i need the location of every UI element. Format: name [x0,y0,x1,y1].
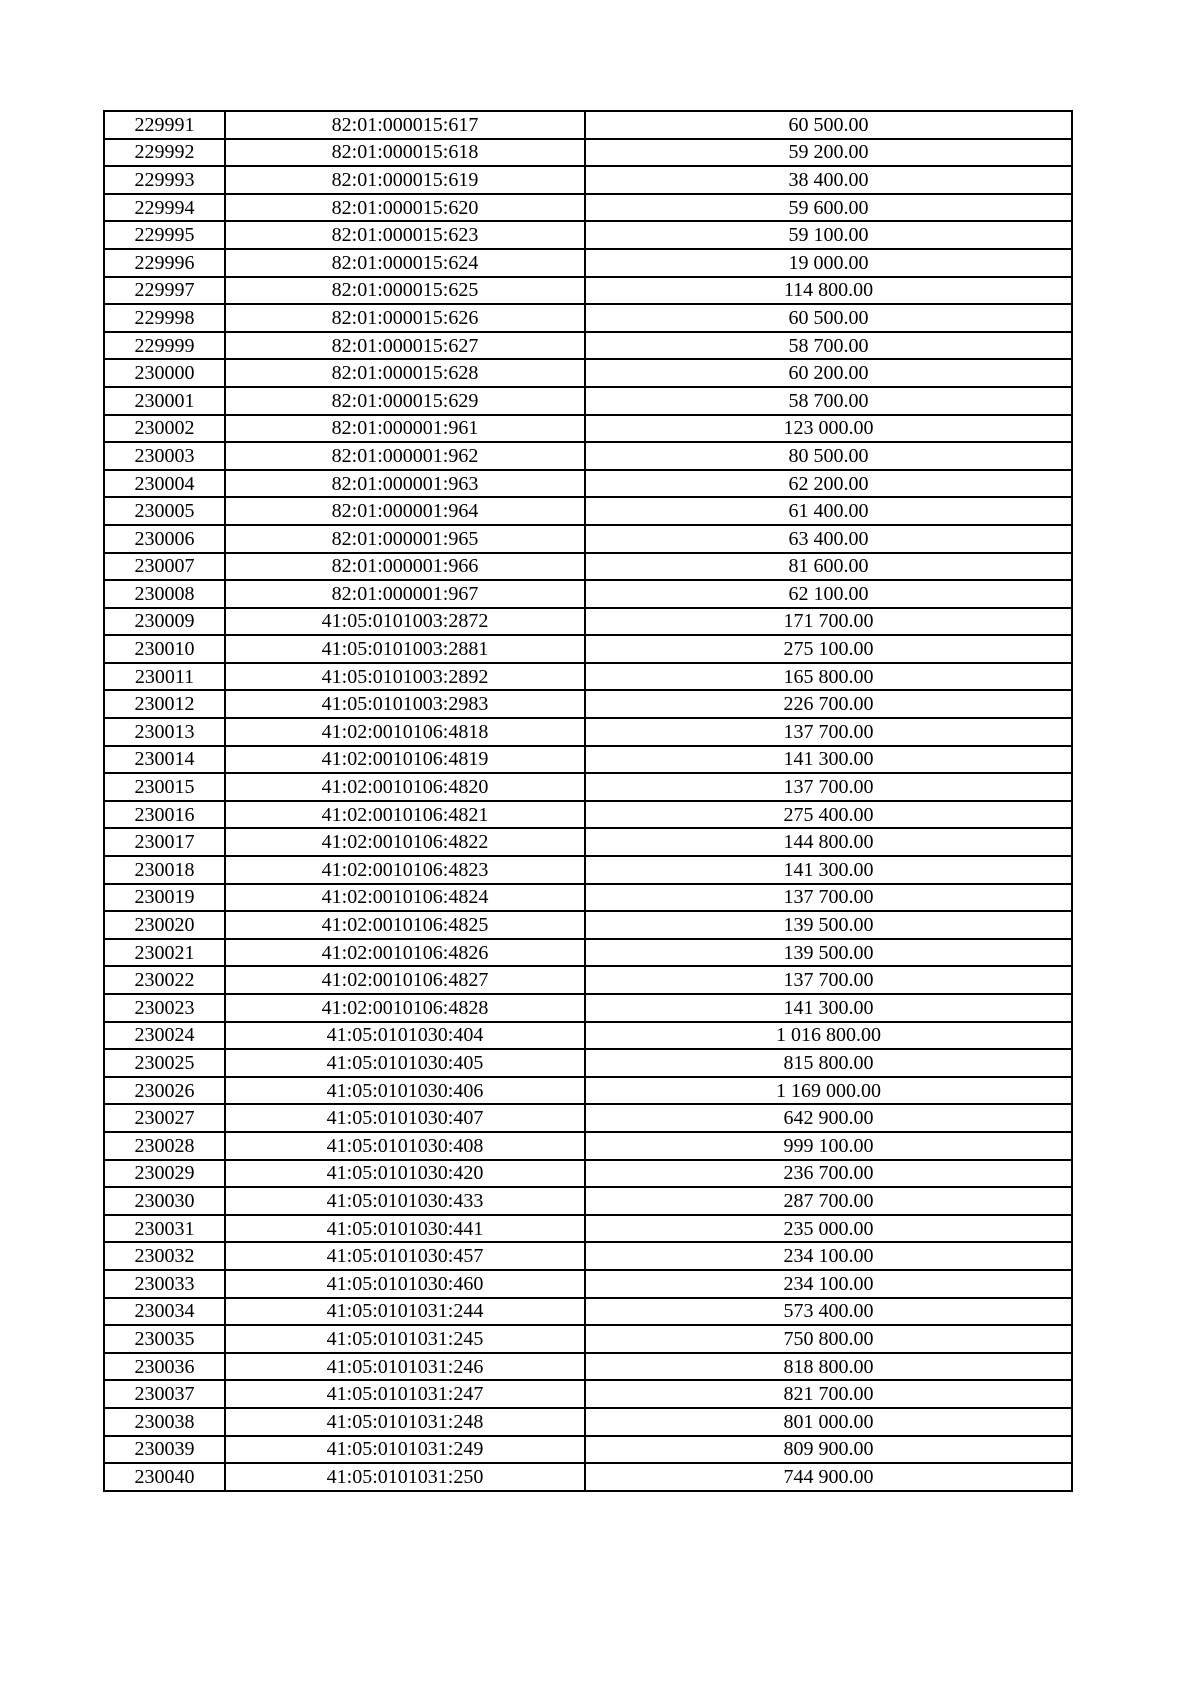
cadastral-number-cell: 41:05:0101003:2872 [225,608,585,636]
value-cell: 114 800.00 [585,277,1072,305]
value-cell: 165 800.00 [585,663,1072,691]
table-row [104,828,1072,856]
table-row [104,663,1072,691]
row-number-cell: 230020 [104,911,225,939]
row-number-cell: 230034 [104,1298,225,1326]
cadastral-number-cell: 82:01:000015:628 [225,359,585,387]
row-number-cell: 229998 [104,304,225,332]
value-cell: 81 600.00 [585,553,1072,581]
row-number-cell: 230010 [104,635,225,663]
table-row [104,1160,1072,1188]
cadastral-number-cell: 41:02:0010106:4825 [225,911,585,939]
cadastral-number-cell: 41:05:0101031:249 [225,1436,585,1464]
value-cell: 63 400.00 [585,525,1072,553]
row-number-cell: 230005 [104,497,225,525]
value-cell: 642 900.00 [585,1104,1072,1132]
table-row [104,497,1072,525]
cadastral-number-cell: 82:01:000001:962 [225,442,585,470]
row-number-cell: 229997 [104,277,225,305]
table-row [104,801,1072,829]
row-number-cell: 230018 [104,856,225,884]
cadastral-number-cell: 41:05:0101031:245 [225,1325,585,1353]
table-row [104,304,1072,332]
value-cell: 19 000.00 [585,249,1072,277]
value-cell: 573 400.00 [585,1298,1072,1326]
value-cell: 59 200.00 [585,139,1072,167]
value-cell: 62 200.00 [585,470,1072,498]
table-row [104,994,1072,1022]
row-number-cell: 230006 [104,525,225,553]
value-cell: 60 500.00 [585,111,1072,139]
cadastral-number-cell: 82:01:000015:627 [225,332,585,360]
table-row [104,1380,1072,1408]
value-cell: 287 700.00 [585,1187,1072,1215]
value-cell: 234 100.00 [585,1270,1072,1298]
table-row [104,249,1072,277]
value-cell: 1 169 000.00 [585,1077,1072,1105]
table-row [104,966,1072,994]
row-number-cell: 230001 [104,387,225,415]
row-number-cell: 230015 [104,773,225,801]
value-cell: 815 800.00 [585,1049,1072,1077]
row-number-cell: 230016 [104,801,225,829]
cadastral-number-cell: 41:05:0101030:460 [225,1270,585,1298]
table-row [104,415,1072,443]
row-number-cell: 230011 [104,663,225,691]
table-row [104,608,1072,636]
cadastral-number-cell: 41:05:0101003:2983 [225,690,585,718]
table-row [104,332,1072,360]
value-cell: 141 300.00 [585,994,1072,1022]
table-row [104,553,1072,581]
table-row [104,580,1072,608]
cadastral-number-cell: 82:01:000015:629 [225,387,585,415]
value-cell: 80 500.00 [585,442,1072,470]
cadastral-number-cell: 82:01:000015:617 [225,111,585,139]
value-cell: 171 700.00 [585,608,1072,636]
value-cell: 144 800.00 [585,828,1072,856]
value-cell: 137 700.00 [585,773,1072,801]
row-number-cell: 230004 [104,470,225,498]
cadastral-number-cell: 41:05:0101030:407 [225,1104,585,1132]
value-cell: 137 700.00 [585,966,1072,994]
cadastral-number-cell: 82:01:000001:967 [225,580,585,608]
value-cell: 38 400.00 [585,166,1072,194]
table-row [104,1298,1072,1326]
row-number-cell: 230003 [104,442,225,470]
table-row [104,194,1072,222]
value-cell: 139 500.00 [585,939,1072,967]
value-cell: 60 500.00 [585,304,1072,332]
value-cell: 62 100.00 [585,580,1072,608]
value-cell: 59 100.00 [585,221,1072,249]
value-cell: 58 700.00 [585,387,1072,415]
row-number-cell: 230029 [104,1160,225,1188]
row-number-cell: 230024 [104,1022,225,1050]
value-cell: 744 900.00 [585,1463,1072,1491]
row-number-cell: 230017 [104,828,225,856]
row-number-cell: 230014 [104,746,225,774]
cadastral-number-cell: 41:02:0010106:4828 [225,994,585,1022]
value-cell: 801 000.00 [585,1408,1072,1436]
value-cell: 58 700.00 [585,332,1072,360]
row-number-cell: 230021 [104,939,225,967]
table-row [104,221,1072,249]
table-row [104,525,1072,553]
cadastral-number-cell: 41:02:0010106:4826 [225,939,585,967]
value-cell: 139 500.00 [585,911,1072,939]
cadastral-number-cell: 82:01:000015:620 [225,194,585,222]
value-cell: 137 700.00 [585,718,1072,746]
value-cell: 137 700.00 [585,884,1072,912]
data-table [103,110,1073,1492]
table-body [104,111,1072,1491]
cadastral-number-cell: 82:01:000015:623 [225,221,585,249]
value-cell: 236 700.00 [585,1160,1072,1188]
row-number-cell: 230040 [104,1463,225,1491]
row-number-cell: 230002 [104,415,225,443]
table-row [104,1104,1072,1132]
table-row [104,1132,1072,1160]
table-row [104,1077,1072,1105]
table-row [104,939,1072,967]
row-number-cell: 230022 [104,966,225,994]
cadastral-number-cell: 82:01:000015:618 [225,139,585,167]
row-number-cell: 230012 [104,690,225,718]
cadastral-number-cell: 41:05:0101031:250 [225,1463,585,1491]
table-row [104,911,1072,939]
table-row [104,139,1072,167]
value-cell: 809 900.00 [585,1436,1072,1464]
table-row [104,718,1072,746]
row-number-cell: 230036 [104,1353,225,1381]
cadastral-number-cell: 41:05:0101031:248 [225,1408,585,1436]
row-number-cell: 230039 [104,1436,225,1464]
value-cell: 226 700.00 [585,690,1072,718]
row-number-cell: 229999 [104,332,225,360]
row-number-cell: 229992 [104,139,225,167]
cadastral-number-cell: 41:05:0101030:405 [225,1049,585,1077]
table-row [104,746,1072,774]
cadastral-number-cell: 82:01:000015:625 [225,277,585,305]
cadastral-number-cell: 82:01:000001:963 [225,470,585,498]
value-cell: 1 016 800.00 [585,1022,1072,1050]
table-row [104,1436,1072,1464]
row-number-cell: 230008 [104,580,225,608]
cadastral-number-cell: 41:02:0010106:4823 [225,856,585,884]
table-row [104,1463,1072,1491]
row-number-cell: 230027 [104,1104,225,1132]
cadastral-number-cell: 41:05:0101030:404 [225,1022,585,1050]
cadastral-number-cell: 82:01:000001:966 [225,553,585,581]
row-number-cell: 230013 [104,718,225,746]
value-cell: 59 600.00 [585,194,1072,222]
table-row [104,1353,1072,1381]
value-cell: 234 100.00 [585,1242,1072,1270]
cadastral-number-cell: 41:02:0010106:4821 [225,801,585,829]
cadastral-number-cell: 41:05:0101031:247 [225,1380,585,1408]
value-cell: 821 700.00 [585,1380,1072,1408]
table-row [104,277,1072,305]
table-row [104,1049,1072,1077]
row-number-cell: 230009 [104,608,225,636]
cadastral-number-cell: 41:02:0010106:4820 [225,773,585,801]
cadastral-number-cell: 82:01:000015:624 [225,249,585,277]
row-number-cell: 230000 [104,359,225,387]
value-cell: 235 000.00 [585,1215,1072,1243]
table-row [104,635,1072,663]
cadastral-number-cell: 41:02:0010106:4827 [225,966,585,994]
row-number-cell: 230032 [104,1242,225,1270]
value-cell: 141 300.00 [585,746,1072,774]
value-cell: 818 800.00 [585,1353,1072,1381]
row-number-cell: 230028 [104,1132,225,1160]
row-number-cell: 230031 [104,1215,225,1243]
table-row [104,884,1072,912]
cadastral-number-cell: 41:05:0101030:406 [225,1077,585,1105]
value-cell: 141 300.00 [585,856,1072,884]
table-row [104,1325,1072,1353]
table-row [104,856,1072,884]
cadastral-number-cell: 41:05:0101030:433 [225,1187,585,1215]
table-row [104,1215,1072,1243]
table-row [104,690,1072,718]
table-row [104,470,1072,498]
cadastral-number-cell: 82:01:000001:964 [225,497,585,525]
row-number-cell: 229995 [104,221,225,249]
row-number-cell: 230007 [104,553,225,581]
value-cell: 275 100.00 [585,635,1072,663]
cadastral-number-cell: 41:05:0101030:441 [225,1215,585,1243]
row-number-cell: 230019 [104,884,225,912]
value-cell: 275 400.00 [585,801,1072,829]
table-row [104,1242,1072,1270]
row-number-cell: 230025 [104,1049,225,1077]
cadastral-number-cell: 41:05:0101003:2892 [225,663,585,691]
cadastral-number-cell: 82:01:000015:619 [225,166,585,194]
value-cell: 61 400.00 [585,497,1072,525]
table-row [104,387,1072,415]
row-number-cell: 230026 [104,1077,225,1105]
cadastral-number-cell: 41:05:0101031:246 [225,1353,585,1381]
table-row [104,166,1072,194]
cadastral-number-cell: 41:05:0101003:2881 [225,635,585,663]
cadastral-number-cell: 41:05:0101030:420 [225,1160,585,1188]
row-number-cell: 230038 [104,1408,225,1436]
cadastral-number-cell: 41:05:0101031:244 [225,1298,585,1326]
row-number-cell: 230023 [104,994,225,1022]
table-row [104,773,1072,801]
value-cell: 60 200.00 [585,359,1072,387]
cadastral-number-cell: 82:01:000015:626 [225,304,585,332]
row-number-cell: 229993 [104,166,225,194]
value-cell: 999 100.00 [585,1132,1072,1160]
row-number-cell: 230037 [104,1380,225,1408]
row-number-cell: 230033 [104,1270,225,1298]
value-cell: 750 800.00 [585,1325,1072,1353]
row-number-cell: 229996 [104,249,225,277]
cadastral-number-cell: 82:01:000001:965 [225,525,585,553]
table-row [104,359,1072,387]
row-number-cell: 229994 [104,194,225,222]
cadastral-number-cell: 82:01:000001:961 [225,415,585,443]
table-row [104,111,1072,139]
row-number-cell: 230035 [104,1325,225,1353]
row-number-cell: 230030 [104,1187,225,1215]
table-row [104,442,1072,470]
value-cell: 123 000.00 [585,415,1072,443]
cadastral-number-cell: 41:02:0010106:4822 [225,828,585,856]
cadastral-number-cell: 41:02:0010106:4819 [225,746,585,774]
cadastral-number-cell: 41:02:0010106:4824 [225,884,585,912]
table-row [104,1408,1072,1436]
cadastral-number-cell: 41:02:0010106:4818 [225,718,585,746]
cadastral-number-cell: 41:05:0101030:457 [225,1242,585,1270]
cadastral-number-cell: 41:05:0101030:408 [225,1132,585,1160]
row-number-cell: 229991 [104,111,225,139]
table-row [104,1022,1072,1050]
table-row [104,1270,1072,1298]
table-row [104,1187,1072,1215]
